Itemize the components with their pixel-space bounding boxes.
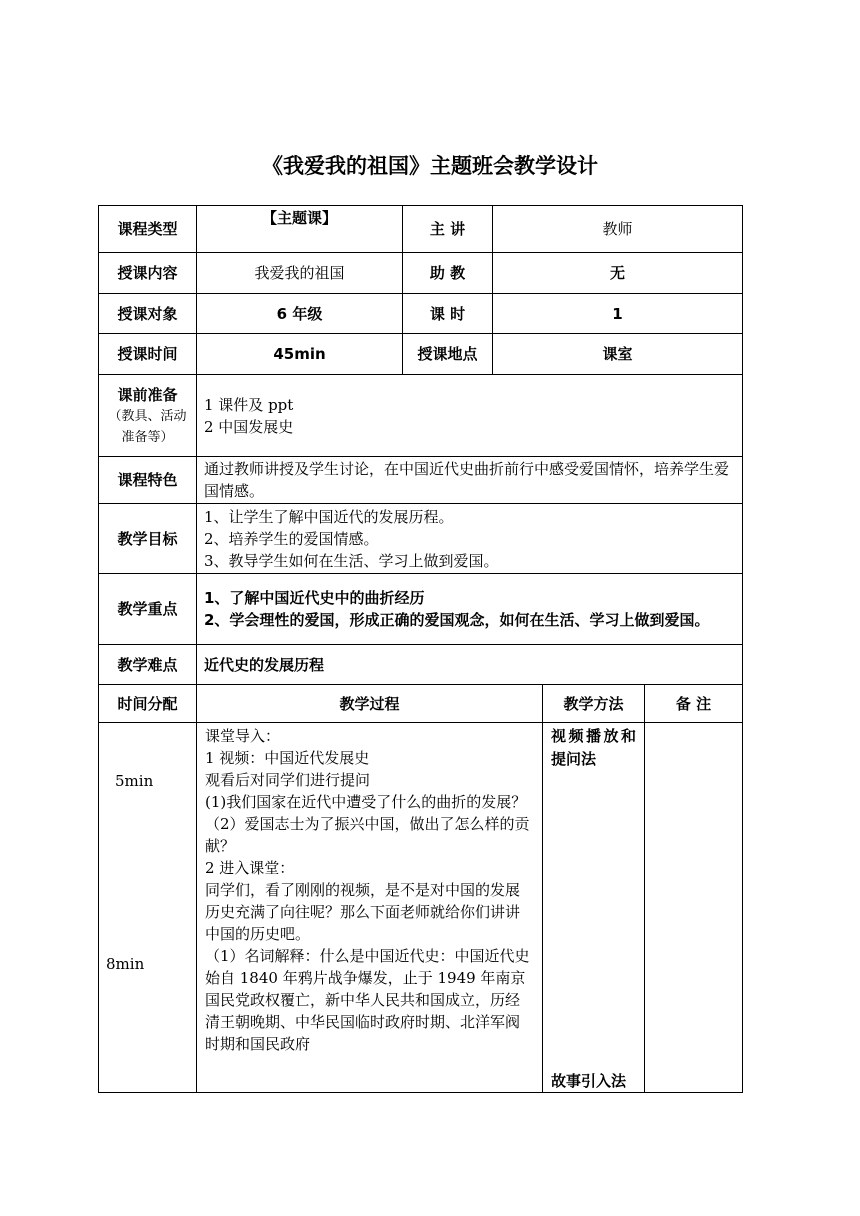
label-feature: 课程特色 (99, 457, 197, 504)
label-course-type: 课程类型 (99, 206, 197, 253)
row-target (99, 294, 743, 334)
value-prep (197, 375, 743, 457)
label-location: 授课地点 (403, 334, 493, 375)
value-key-points (197, 574, 743, 645)
page-title: 《我爱我的祖国》主题班会教学设计 (262, 154, 598, 178)
prep-line-2: 2 中国发展史 (204, 417, 294, 436)
value-content: 我爱我的祖国 (197, 253, 403, 294)
value-lecturer: 教师 (493, 206, 743, 253)
label-difficulty: 教学难点 (99, 645, 197, 685)
process-line-2: 1 视频：中国近代发展史 (205, 749, 370, 767)
process-method-cell (543, 723, 645, 1093)
process-line-3: 观看后对同学们进行提问 (205, 771, 371, 789)
row-course-type (99, 206, 743, 253)
label-prep-note: （教具、活动准备等） (108, 408, 187, 445)
goal-line-2: 2、培养学生的爱国情感。 (204, 529, 379, 548)
process-note-cell (645, 723, 743, 1093)
row-process (99, 723, 743, 1093)
process-line-5: （2）爱国志士为了振兴中国，做出了怎么样的贡献？ (205, 815, 530, 855)
label-periods: 课 时 (403, 294, 493, 334)
label-key-points: 教学重点 (99, 574, 197, 645)
header-process: 教学过程 (197, 685, 543, 723)
row-key-points (99, 574, 743, 645)
process-time-2: 8min (106, 955, 145, 973)
label-goals: 教学目标 (99, 504, 197, 574)
value-location: 课室 (493, 334, 743, 375)
lesson-plan-table (98, 205, 743, 1093)
method-1b: 提问法 (551, 750, 597, 768)
key-point-1: 1、了解中国近代史中的曲折经历 (204, 589, 425, 607)
label-prep (99, 375, 197, 457)
key-point-2: 2、学会理性的爱国，形成正确的爱国观念，如何在生活、学习上做到爱国。 (204, 611, 710, 629)
goal-line-3: 3、教导学生如何在生活、学习上做到爱国。 (204, 551, 499, 570)
row-process-header (99, 685, 743, 723)
row-feature (99, 457, 743, 504)
process-time-1: 5min (115, 772, 154, 790)
row-time (99, 334, 743, 375)
value-assistant: 无 (493, 253, 743, 294)
label-lecturer: 主 讲 (403, 206, 493, 253)
value-time: 45min (197, 334, 403, 375)
process-content (197, 723, 543, 1093)
process-line-1: 课堂导入： (205, 727, 281, 745)
row-content (99, 253, 743, 294)
value-difficulty: 近代史的发展历程 (197, 645, 743, 685)
process-line-4: (1)我们国家在近代中遭受了什么的曲折的发展？ (205, 793, 527, 811)
label-content: 授课内容 (99, 253, 197, 294)
header-method: 教学方法 (543, 685, 645, 723)
value-target: 6 年级 (197, 294, 403, 334)
method-2: 故事引入法 (551, 1072, 627, 1090)
value-goals (197, 504, 743, 574)
process-time-cell (99, 723, 197, 1093)
method-1a: 视频播放和 (551, 727, 636, 745)
goal-line-1: 1、让学生了解中国近代的发展历程。 (204, 507, 454, 526)
header-time: 时间分配 (99, 685, 197, 723)
prep-line-1: 1 课件及 ppt (204, 395, 294, 414)
header-note: 备 注 (645, 685, 743, 723)
value-feature: 通过教师讲授及学生讨论，在中国近代史曲折前行中感受爱国情怀，培养学生爱国情感。 (197, 457, 743, 504)
row-goals (99, 504, 743, 574)
label-prep-title: 课前准备 (117, 385, 178, 404)
value-course-type: 【主题课】 (197, 206, 403, 253)
process-line-6: 2 进入课堂： (205, 859, 295, 877)
value-periods: 1 (493, 294, 743, 334)
process-line-8: （1）名词解释：什么是中国近代史：中国近代史始自 1840 年鸦片战争爆发，止于 1949 年南京国民党政权覆亡，新中华人民共和国成立，历经清王朝晚期、中华民国临时政府时期、北洋军阀时期和国民政府 (205, 947, 530, 1053)
label-target: 授课对象 (99, 294, 197, 334)
row-difficulty (99, 645, 743, 685)
row-prep (99, 375, 743, 457)
label-time: 授课时间 (99, 334, 197, 375)
process-line-7: 同学们，看了刚刚的视频，是不是对中国的发展历史充满了向往呢？那么下面老师就给你们讲讲中国的历史吧。 (205, 881, 521, 943)
label-assistant: 助 教 (403, 253, 493, 294)
